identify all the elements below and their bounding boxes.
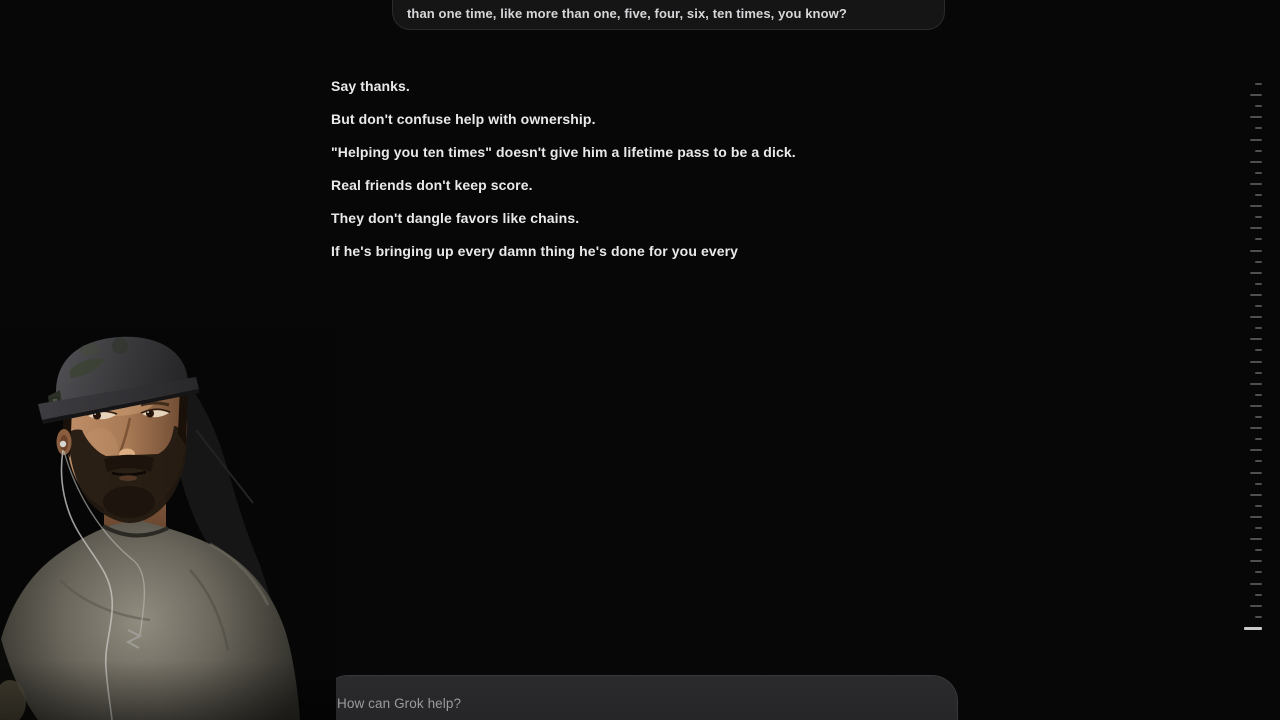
scroll-ruler-tick — [1255, 172, 1262, 174]
scroll-ruler-tick — [1255, 305, 1262, 307]
scroll-ruler-tick — [1250, 183, 1262, 185]
scroll-ruler-tick — [1250, 449, 1262, 451]
scroll-ruler-tick — [1255, 216, 1262, 218]
scroll-ruler-tick — [1250, 405, 1262, 407]
scroll-ruler[interactable] — [1246, 0, 1280, 720]
scroll-ruler-tick — [1250, 161, 1262, 163]
scroll-ruler-tick — [1250, 383, 1262, 385]
scroll-ruler-tick — [1255, 372, 1262, 374]
user-message-text: than one time, like more than one, five, four, six, ten times, you know? — [407, 6, 847, 21]
scroll-ruler-tick — [1250, 338, 1262, 340]
scroll-ruler-tick — [1250, 361, 1262, 363]
scroll-ruler-tick — [1255, 460, 1262, 462]
scroll-ruler-tick — [1250, 227, 1262, 229]
scroll-ruler-tick — [1250, 294, 1262, 296]
scroll-ruler-tick — [1255, 261, 1262, 263]
scroll-ruler-tick — [1250, 494, 1262, 496]
assistant-line: Real friends don't keep score. — [331, 177, 533, 193]
scroll-ruler-tick — [1255, 238, 1262, 240]
assistant-line: They don't dangle favors like chains. — [331, 210, 580, 226]
scroll-ruler-tick — [1255, 105, 1262, 107]
scroll-ruler-tick — [1255, 127, 1262, 129]
assistant-line: "Helping you ten times" doesn't give him a lifetime pass to be a dick. — [331, 144, 796, 160]
scroll-ruler-tick — [1255, 594, 1262, 596]
scroll-ruler-tick — [1255, 527, 1262, 529]
scroll-ruler-tick — [1250, 427, 1262, 429]
scroll-ruler-tick — [1255, 616, 1262, 618]
webcam-person-illustration — [0, 330, 336, 720]
scroll-ruler-tick — [1255, 571, 1262, 573]
scroll-ruler-tick — [1250, 205, 1262, 207]
assistant-line: Say thanks. — [331, 78, 410, 94]
scroll-ruler-active-tick — [1244, 627, 1262, 630]
composer-placeholder: How can Grok help? — [337, 696, 462, 711]
scroll-ruler-tick — [1255, 327, 1262, 329]
scroll-ruler-tick — [1255, 83, 1262, 85]
scroll-ruler-tick — [1250, 272, 1262, 274]
scroll-ruler-tick — [1255, 416, 1262, 418]
scroll-ruler-tick — [1250, 560, 1262, 562]
composer-input[interactable] — [322, 675, 958, 720]
scroll-ruler-tick — [1255, 438, 1262, 440]
scroll-ruler-tick — [1250, 116, 1262, 118]
scroll-ruler-tick — [1250, 472, 1262, 474]
scroll-ruler-tick — [1250, 250, 1262, 252]
webcam-video — [0, 330, 336, 720]
scroll-ruler-tick — [1255, 505, 1262, 507]
scroll-ruler-tick — [1250, 139, 1262, 141]
assistant-message — [331, 79, 1091, 277]
scroll-ruler-tick — [1250, 605, 1262, 607]
scroll-ruler-tick — [1255, 394, 1262, 396]
assistant-line: But don't confuse help with ownership. — [331, 111, 596, 127]
scroll-ruler-tick — [1250, 316, 1262, 318]
scroll-ruler-tick — [1255, 283, 1262, 285]
scroll-ruler-tick — [1255, 194, 1262, 196]
scroll-ruler-tick — [1255, 483, 1262, 485]
scroll-ruler-tick — [1250, 94, 1262, 96]
user-message-bubble — [392, 0, 945, 30]
scroll-ruler-tick — [1255, 549, 1262, 551]
scroll-ruler-tick — [1255, 150, 1262, 152]
assistant-line: If he's bringing up every damn thing he's done for you every — [331, 243, 739, 259]
scroll-ruler-tick — [1250, 538, 1262, 540]
scroll-ruler-tick — [1250, 583, 1262, 585]
scroll-ruler-tick — [1250, 516, 1262, 518]
scroll-ruler-tick — [1255, 349, 1262, 351]
